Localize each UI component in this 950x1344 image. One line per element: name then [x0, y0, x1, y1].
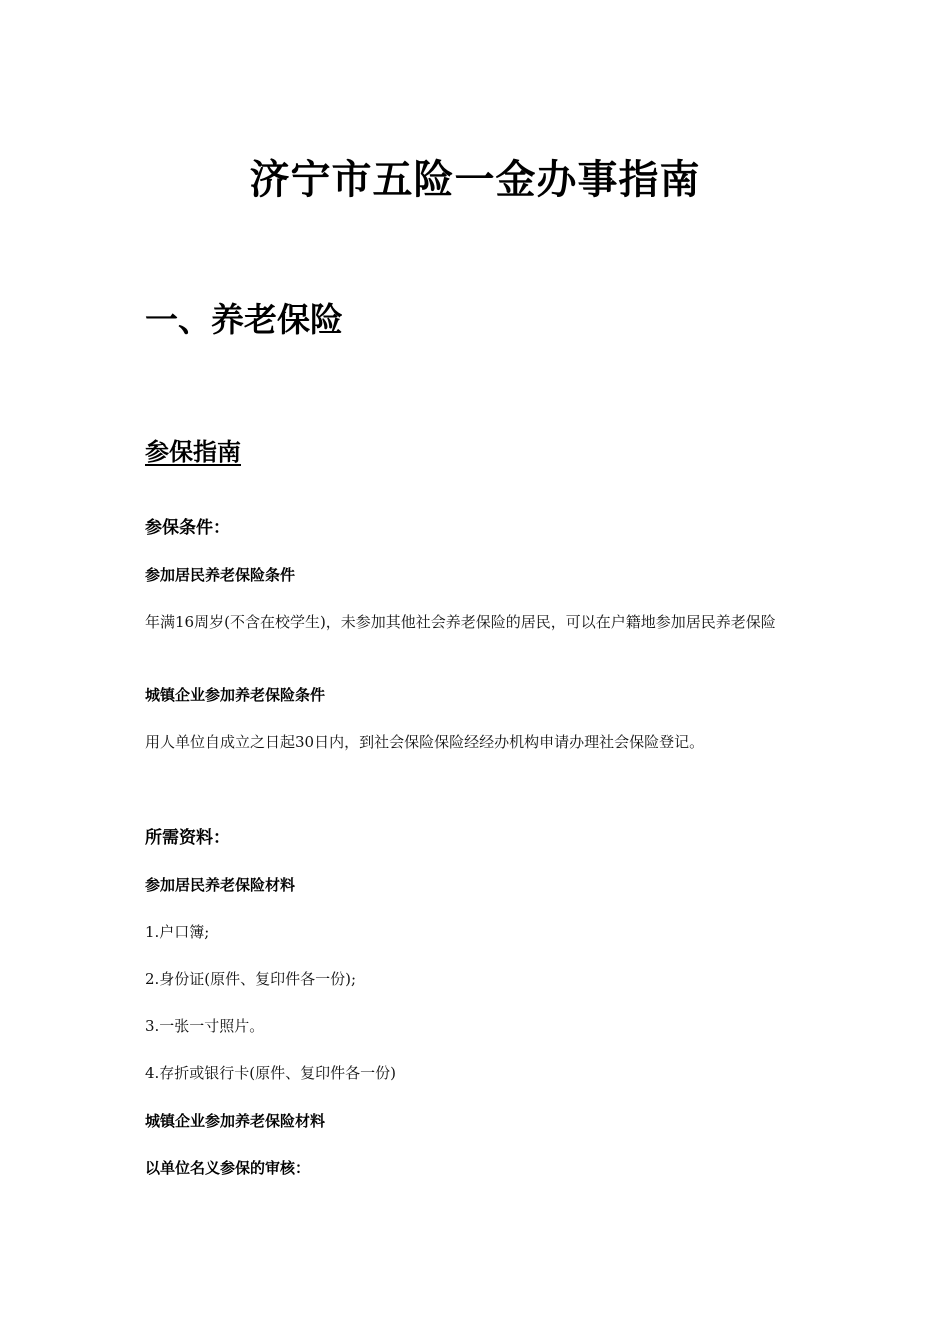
enrollment-conditions-heading: 参保条件： [145, 518, 230, 538]
list-item: 2.身份证(原件、复印件各一份); [145, 970, 357, 988]
resident-conditions-text: 年满16周岁(不含在校学生)，未参加其他社会养老保险的居民，可以在户籍地参加居民养老保险 [145, 613, 776, 631]
unit-review-heading: 以单位名义参保的审核： [145, 1159, 311, 1177]
enterprise-conditions-heading: 城镇企业参加养老保险条件 [145, 686, 326, 704]
document-title: 济宁市五险一金办事指南 [249, 157, 701, 203]
materials-heading: 所需资料： [145, 828, 230, 848]
enterprise-conditions-text: 用人单位自成立之日起30日内，到社会保险保险经经办机构申请办理社会保险登记。 [145, 733, 705, 751]
list-item: 4.存折或银行卡(原件、复印件各一份) [145, 1064, 397, 1082]
section-heading-pension-insurance: 一、养老保险 [145, 300, 343, 339]
resident-materials-heading: 参加居民养老保险材料 [145, 876, 296, 894]
enterprise-materials-heading: 城镇企业参加养老保险材料 [145, 1112, 326, 1130]
list-item: 1.户口簿; [145, 923, 210, 941]
resident-conditions-heading: 参加居民养老保险条件 [145, 566, 296, 584]
enrollment-guide-heading: 参保指南 [145, 438, 241, 466]
list-item: 3.一张一寸照片。 [145, 1017, 265, 1035]
